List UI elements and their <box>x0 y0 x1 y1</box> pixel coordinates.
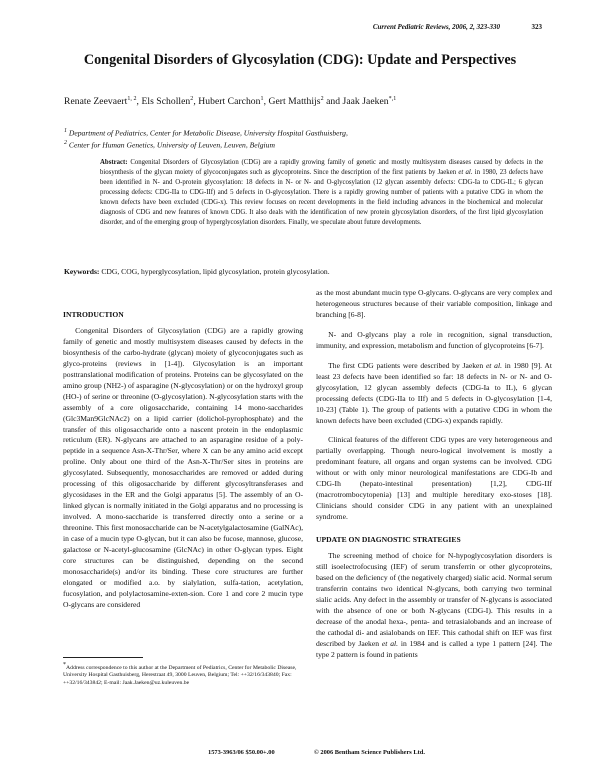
keywords: Keywords: CDG, COG, hyperglycosylation, lipid glycosylation, protein glycosylation. <box>64 267 330 276</box>
author-affiliation-marker: 2 <box>320 96 324 102</box>
author-affiliation-marker: 1 <box>260 96 264 102</box>
author-name: Jaak Jaeken <box>342 96 389 108</box>
keywords-label: Keywords: <box>64 267 100 276</box>
issn-price: 1573-3963/06 $50.00+.00 <box>208 749 275 756</box>
body-paragraph: as the most abundant mucin type O-glycans. O-glycans are very complex and heterogeneous structures because of their variable composition, linkage and branching [6-8]. <box>316 288 552 319</box>
left-column <box>63 310 303 611</box>
author-affiliation-marker: 1, 2 <box>127 96 137 102</box>
body-paragraph: Congenital Disorders of Glycosylation (CDG) are a rapidly growing family of genetic and mostly multisystem diseases caused by defects in the biosynthesis of the carbo-hydrate (glycan) moiety of glycoconjugates such as glyco-proteins (reviews in [1-4]). Glycosylation is an important posttranslational modification of proteins. Proteins can be glycosylated on the amino group (NH2-) of asparagine (N-glycosylation) or on the hydroxyl group (HO-) of serine or threonine (O-glycosylation). N-glycosylation starts with the assembly of a core oligosaccharide, containing 14 mono-saccharides (Glc3Man9GlcNAc2) on a lipid carrier (dolichol-pyrophosphate) and the transfer of this oligosaccharide onto a nascent protein in the endoplasmic reticulum (ER). N-glycans are attached to an asparagine residue of a poly-peptide in a sequence Asn-X-Thr/Ser, where X can be any amino acid except proline. Only about one third of the Asn-X-Thr/Ser sites in proteins are glycosylated. Subsequently, monosaccharides are removed or added during processing of this oligosaccharide by different glycosyltransferases and glycosidases in the ER and the Golgi apparatus [5]. The assembly of an O-linked glycan is normally initiated in the Golgi apparatus and no processing is involved. A mono-saccharide is transferred directly onto a serine or a threonine. This first monosaccharide can be N-acetylgalactosamine (GalNAc), in case of a mucin type O-glycan, but it can also be fucose, mannose, glucose, galactose or N-acetyl-glucosamine (GlcNAc) in other O-glycan types. Eight core structures can be distinguished, depending on the second monosaccharide(s) and/or its binding. These core structures are further elongated or modified a.o. by sialylation, sulfa-tation, acetylation, fucosylation, and polylactosamine-exten-sion. Core 1 and core 2 mucin type O-glycans are considered <box>63 325 303 609</box>
affiliation-1: $^1$ Department of Pediatrics, Center for Metabolic Disease, University Hospital Gasthuisberg, <box>64 128 348 138</box>
article-title: Congenital Disorders of Glycosylation (CDG): Update and Perspectives <box>83 52 517 68</box>
author-name: Els Schollen <box>141 96 191 108</box>
journal-citation: Current Pediatric Reviews, 2006, 2, 323-330 <box>372 23 500 31</box>
author-name: Renate Zeevaert <box>64 96 128 108</box>
footnote-divider <box>63 657 143 658</box>
body-paragraph: Clinical features of the different CDG types are very heterogeneous and partially overlapping. Though neuro-logical involvement is mostly a predominant feature, all organs and organ systems can be involved. CDG without or with only minor neurological manifestations are CDG-Ib and CDG-Ih (hepato-intestinal presentation) [1,2], CDG-IIf (macrotrombocytopenia) [13] and multiple hereditary exo-stoses [18]. Clinicians should consider CDG in any patient with an unexplained syndrome. <box>316 435 552 522</box>
author-affiliation-marker: 2 <box>190 96 194 102</box>
author-name: Gert Matthijs <box>268 96 321 108</box>
affiliation-2: $^2$ Center for Human Genetics, University of Leuven, Leuven, Belgium <box>64 140 275 150</box>
right-column <box>316 288 552 661</box>
page-number: 323 <box>531 23 542 31</box>
correspondence-footnote: *Address correspondence to this author at the Department of Pediatrics, Center for Metabolic Disease, University Hospital Gasthuisberg, Herestraat 49, 3000 Leuven, Belgium; Tel: ++32/16/343840; Fax: ++32/16/343842; E-mail: Jaak.Jaeken@uz.kuleuven.be <box>63 662 297 687</box>
author-name: Hubert Carchon <box>198 96 261 108</box>
section-heading-diagnostic: UPDATE ON DIAGNOSTIC STRATEGIES <box>316 535 461 545</box>
body-paragraph: The first CDG patients were described by Jaeken et al. in 1980 [9]. At least 23 defects have been identified so far: 18 defects in N- or N- and O-glycosylation, 12 glycan assembly defects (CDG-Ia to IL), 6 glycan processing defects (CDG-IIa to IIf) and 5 defects in O-glycosylation [1-4, 10-23] (Table 1). The group of patients with a putative CDG in whom the known defects have been excluded (CDG-x) expands rapidly. <box>316 360 552 425</box>
body-paragraph: The screening method of choice for N-hypoglycosylation disorders is still isoelectrofocusing (IEF) of serum transferrin or other glycoproteins, based on the deficiency of (the negatively charged) sialic acid. Normal serum transferrin contains two identical N-glycans, both carrying two terminal sialic acids. Any defect in the assembly or transfer of N-glycans is associated with the absence of one or both N-glycans (CDG-I). This results in a decrease of the anodal hexa-, penta- and tetrasialobands and an increase of the cathodal di- and asialobands on IEF. This cathodal shift on IEF was first described by Jaeken et al. in 1984 and is called a type 1 pattern [24]. The type 2 pattern is found in patients <box>316 551 553 659</box>
abstract-label: Abstract: <box>100 159 128 166</box>
author-list: Renate Zeevaert$^{1, 2}$, Els Schollen$^2$, Hubert Carchon$^1$, Gert Matthijs$^2$ and Jaak Jaeken$^{*,1}$ <box>64 96 397 108</box>
abstract: Abstract: Congenital Disorders of Glycosylation (CDG) are a rapidly growing family of genetic and mostly multisystem diseases caused by defects in the biosynthesis of the glycan moiety of glycoconjugates such as glycoproteins. Since the description of the first patients by Jaeken et al. in 1980, 23 defects have been identified in N- and O-protein glycosylation: 18 defects in N- or N- and O-glycosylation (12 glycan assembly defects: CDG-Ia to CDG-IL; 6 glycan processing defects: CDG-IIa to CDG-IIf) and 5 defects in O-glycosylation. There is a rapidly growing number of patients with a putative CDG in whom the known defects have been excluded (CDG-x). This review focuses on recent developments in the field including advances in the biochemical and molecular diagnosis of CDG and new features of known CDG. It also deals with the identification of new protein glycosylation disorders, of the first lipid glycosylation disorder, and of the emerging group of hyperglycosylation disorders. Finally, we speculate about future developments. <box>100 159 544 226</box>
body-paragraph: N- and O-glycans play a role in recognition, signal transduction, immunity, and expression, metabolism and function of glycoproteins [6-7]. <box>316 329 552 350</box>
copyright-notice: © 2006 Bentham Science Publishers Ltd. <box>314 749 425 756</box>
author-affiliation-marker: *,1 <box>388 96 397 102</box>
section-heading-introduction: INTRODUCTION <box>63 310 124 319</box>
